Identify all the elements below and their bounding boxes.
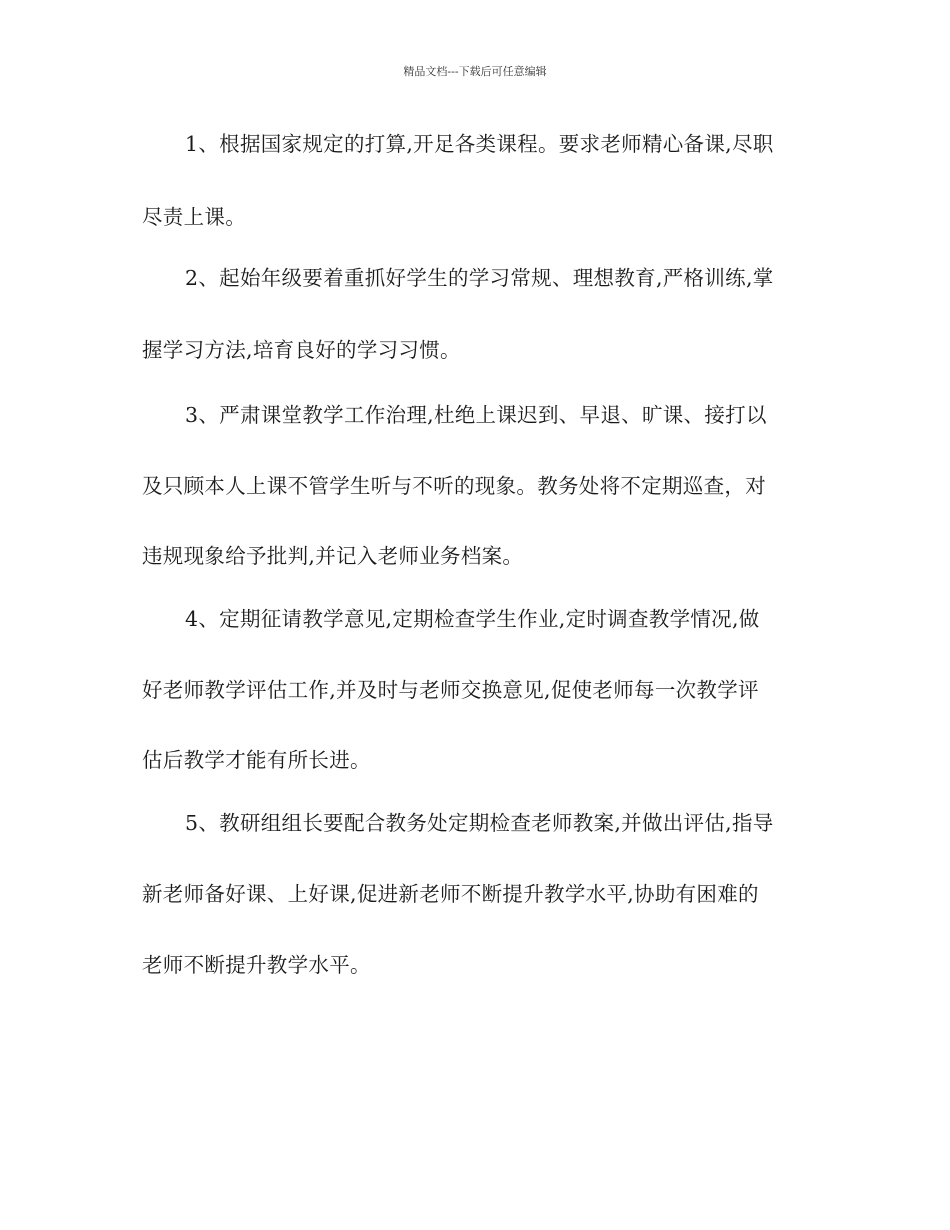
paragraph-line: 老师不断提升教学水平。 <box>142 953 371 977</box>
paragraph-line: 好老师教学评估工作,并及时与老师交换意见,促使老师每一次教学评 <box>142 678 759 702</box>
page-header: 精品文档---下载后可任意编辑 <box>403 65 547 78</box>
paragraph-line: 估后教学才能有所长进。 <box>142 748 371 772</box>
paragraph-line: 1、根据国家规定的打算,开足各类课程。要求老师精心备课,尽职 <box>185 132 774 156</box>
paragraph-line: 尽责上课。 <box>142 205 246 229</box>
paragraph-line: 新老师备好课、上好课,促进新老师不断提升教学水平,协助有困难的 <box>142 882 759 906</box>
paragraph-line: 及只顾本人上课不管学生听与不听的现象。教务处将不定期巡查，对 <box>142 474 766 498</box>
paragraph-line: 5、教研组组长要配合教务处定期检查老师教案,并做出评估,指导 <box>185 811 774 835</box>
paragraph-line: 4、定期征请教学意见,定期检查学生作业,定时调查教学情况,做 <box>185 607 760 631</box>
paragraph-line: 握学习方法,培育良好的学习习惯。 <box>142 338 461 362</box>
paragraph-line: 3、严肃课堂教学工作治理,杜绝上课迟到、早退、旷课、接打以 <box>185 403 767 427</box>
paragraph-line: 2、起始年级要着重抓好学生的学习常规、理想教育,严格训练,掌 <box>185 266 774 290</box>
paragraph-line: 违规现象给予批判,并记入老师业务档案。 <box>142 544 524 568</box>
